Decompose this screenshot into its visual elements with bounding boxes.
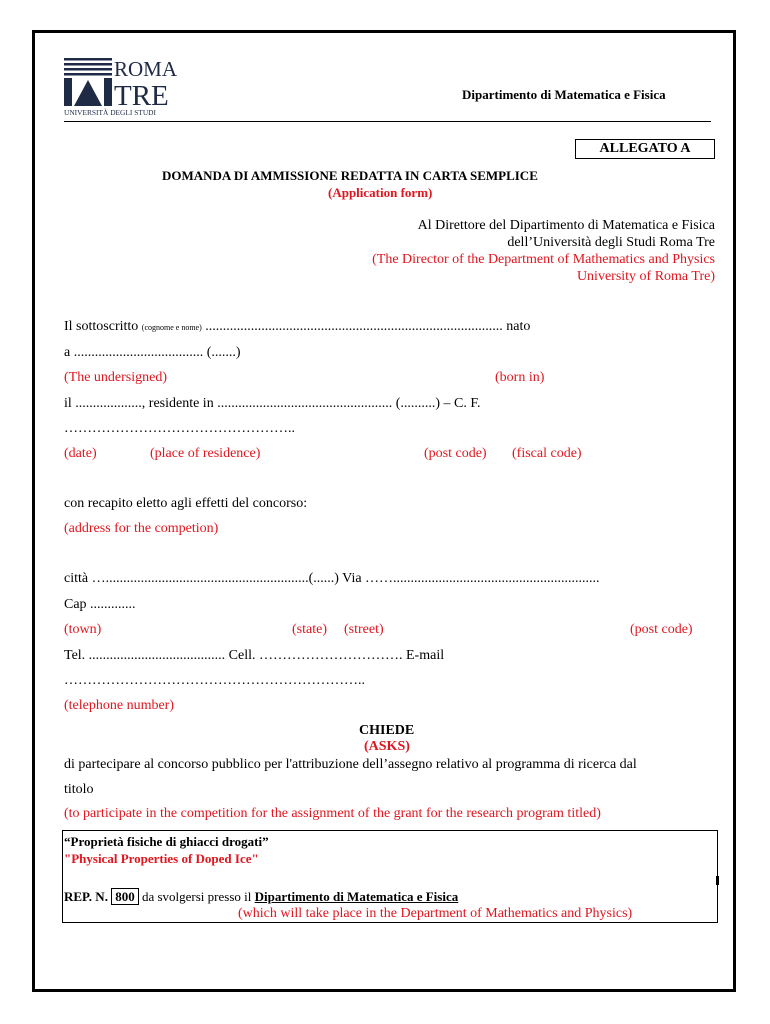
place-text-en: (which will take place in the Department of Mathematics and Physics) [238,906,633,921]
undersigned-label-en: (The undersigned) [64,370,168,385]
cognome-nome-hint: (cognome e nome) [141,323,202,332]
roma-tre-logo [64,58,180,116]
residence-field[interactable]: il ..................., residente in .................................................. (..........) – C. F. [64,396,481,411]
telephone-label-en: (telephone number) [64,698,175,713]
date-label-en: (date) [64,446,97,461]
recapito-text-en: (address for the competion) [64,521,219,536]
tel-cell-email-field[interactable]: Tel. ....................................... Cell. …………………………. E-mail [64,648,445,663]
addressee-line1: Al Direttore del Dipartimento di Matematica e Fisica [417,218,715,233]
addressee-line1-en: (The Director of the Department of Mathematics and Physics [372,252,715,267]
participate-text-en: (to participate in the competition for the assignment of the grant for the research program titled) [64,806,601,821]
street-label-en: (street) [344,622,384,637]
residence-label-en: (place of residence) [150,446,261,461]
svolgersi-text: da svolgersi presso il [141,889,252,904]
svg-text:ROMA: ROMA [114,58,178,81]
cap-field[interactable]: Cap ............. [64,597,136,612]
sottoscritto-field[interactable]: ..................................................................................... nato [205,319,531,334]
born-label-en: (born in) [495,370,545,385]
rep-line [64,888,458,905]
state-label-en: (state) [292,622,327,637]
form-title: DOMANDA DI AMMISSIONE REDATTA IN CARTA SEMPLICE [162,168,538,183]
sottoscritto-label: Il sottoscritto [64,319,139,334]
svg-text:UNIVERSITÀ DEGLI STUDI: UNIVERSITÀ DEGLI STUDI [64,108,156,116]
postcode2-label-en: (post code) [630,622,693,637]
town-label-en: (town) [64,622,102,637]
allegato-box: ALLEGATO A [575,139,715,159]
recapito-text: con recapito eletto agli effetti del concorso: [64,496,308,511]
email-field[interactable]: ……………………………………………………….. [64,673,365,688]
rep-label: REP. N. [64,889,108,904]
program-title-en: "Physical Properties of Doped Ice" [64,851,259,866]
program-title-it: “Proprietà fisiche di ghiacci drogati” [64,834,269,849]
rep-department: Dipartimento di Matematica e Fisica [254,889,459,904]
form-title-en: (Application form) [328,185,433,200]
box-mark [716,876,719,885]
citta-via-field[interactable]: città …..........................................................(......) Via ……........................................................... [64,571,600,586]
rep-number: 800 [111,888,139,905]
postcode-label-en: (post code) [424,446,487,461]
chiede-heading: CHIEDE [359,723,415,738]
sottoscritto-line [64,319,530,335]
svg-text:TRE: TRE [114,80,169,112]
fiscal-code-label-en: (fiscal code) [512,446,582,461]
addressee-line2: dell’Università degli Studi Roma Tre [507,235,715,250]
partecipare-text: di partecipare al concorso pubblico per l'attribuzione dell’assegno relativo al programma di ricerca dal [64,757,637,772]
addressee-line2-en: University of Roma Tre) [576,269,715,284]
chiede-heading-en: (ASKS) [364,739,410,754]
header-divider [64,121,711,122]
nato-field[interactable]: a ..................................... (.......) [64,345,241,360]
titolo-text: titolo [64,782,94,797]
fiscal-code-field[interactable]: ………………………………………….. [64,421,295,436]
department-header: Dipartimento di Matematica e Fisica [462,87,666,102]
